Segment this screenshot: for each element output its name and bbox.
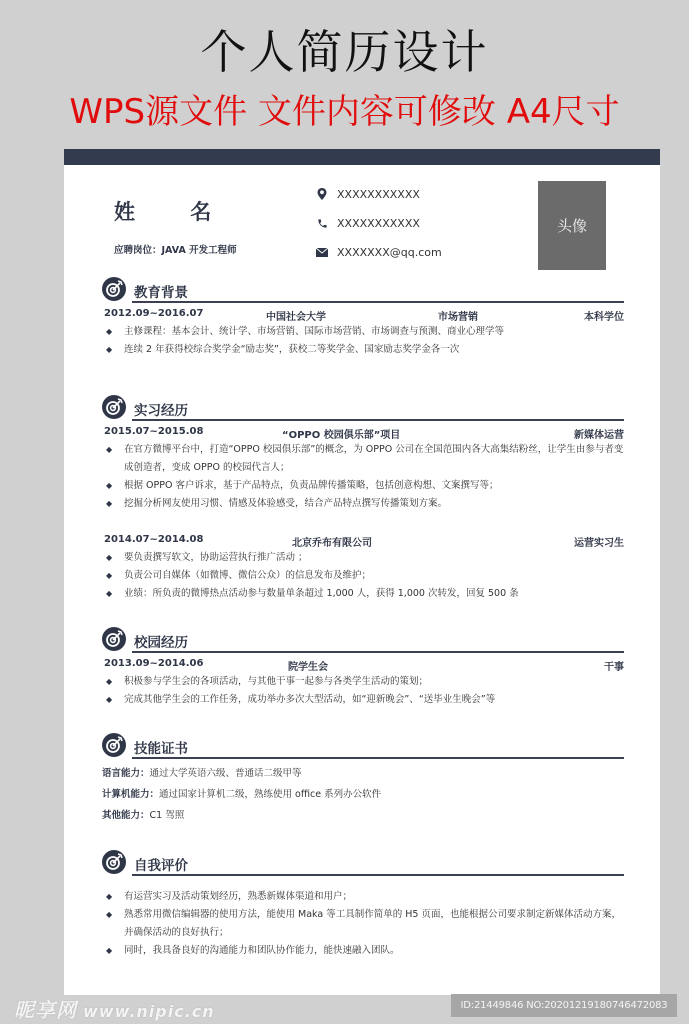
skill-computer <box>102 784 624 805</box>
section-title: 技能证书 <box>134 741 188 757</box>
skill-value: 通过国家计算机二级，熟练使用 office 系列办公软件 <box>159 789 382 800</box>
skill-label: 其他能力： <box>102 810 150 821</box>
bullet-list <box>102 323 624 359</box>
promo-subtitle: WPS源文件 文件内容可修改 A4尺寸 <box>69 92 620 132</box>
target-icon <box>102 277 126 301</box>
watermark-id <box>451 994 677 1017</box>
list-item: ◆ 在官方微博平台中，打造“OPPO 校园俱乐部”的概念，为 OPPO 公司在全国范围内各大高集结粉丝，让学生由参与者变成创造者，变成 OPPO 的校园代言人； <box>102 441 624 477</box>
skill-label: 语言能力： <box>102 768 150 779</box>
contact-address-value: XXXXXXXXXXX <box>337 187 420 201</box>
section-divider <box>132 651 624 653</box>
section-header <box>102 733 624 761</box>
section-education <box>102 277 624 359</box>
section-title: 校园经历 <box>134 635 188 651</box>
avatar-label: 头像 <box>556 217 587 235</box>
contact-list <box>316 187 442 274</box>
entry-role: 本科学位 <box>584 312 624 323</box>
skill-language <box>102 763 624 784</box>
target-icon <box>102 627 126 651</box>
envelope-icon <box>316 246 328 258</box>
list-item: ◆ 连续 2 年获得校综合奖学金“励志奖”，获校二等奖学金、国家励志奖学金各一次 <box>102 341 624 359</box>
promo-title: 个人简历设计 <box>200 25 489 79</box>
contact-email <box>316 245 442 259</box>
section-header <box>102 850 624 878</box>
section-skills <box>102 733 624 826</box>
applied-position: 应聘岗位：JAVA 开发工程师 <box>114 245 237 256</box>
entry-org: 院学生会 <box>288 662 328 673</box>
entry-role: 干事 <box>604 662 624 673</box>
section-internship <box>102 395 624 603</box>
entry-header <box>102 423 624 441</box>
bullet-list <box>102 549 624 603</box>
entry-org: “OPPO 校园俱乐部”项目 <box>282 430 401 441</box>
entry-role: 运营实习生 <box>574 538 624 549</box>
list-item: ◆ 同时，我具备良好的沟通能力和团队协作能力，能快速融入团队。 <box>102 942 624 960</box>
section-header <box>102 277 624 305</box>
list-item: ◆ 业绩：所负责的微博热点活动参与数量单条超过 1,000 人，获得 1,000 次转发，回复 500 条 <box>102 585 624 603</box>
resume-top-bar <box>64 149 660 165</box>
section-self-evaluation <box>102 850 624 960</box>
entry-period: 2014.07~2014.08 <box>104 534 204 545</box>
list-item: ◆ 有运营实习及活动策划经历，熟悉新媒体渠道和用户； <box>102 888 624 906</box>
skill-label: 计算机能力： <box>102 789 160 800</box>
skill-value: C1 驾照 <box>149 810 185 821</box>
bullet-list <box>102 441 624 513</box>
watermark-id-text: ID:21449846 NO:20201219180746472083 <box>460 1000 668 1011</box>
section-campus <box>102 627 624 709</box>
entry-major: 市场营销 <box>438 312 478 323</box>
section-title: 实习经历 <box>134 403 188 419</box>
skill-value: 通过大学英语六级、普通话二级甲等 <box>149 768 302 779</box>
watermark-brand <box>14 994 215 1023</box>
section-divider <box>132 419 624 421</box>
section-title: 教育背景 <box>134 285 188 301</box>
entry-org: 北京乔布有限公司 <box>292 538 372 549</box>
entry-header <box>102 531 624 549</box>
section-header <box>102 395 624 423</box>
list-item: ◆ 负责公司自媒体（如微博、微信公众）的信息发布及维护； <box>102 567 624 585</box>
list-item: ◆ 主修课程：基本会计、统计学、市场营销、国际市场营销、市场调查与预测、商业心理学等 <box>102 323 624 341</box>
bullet-list <box>102 673 624 709</box>
section-title: 自我评价 <box>134 858 188 874</box>
section-divider <box>132 757 624 759</box>
entry-header <box>102 655 624 673</box>
contact-address <box>316 187 442 201</box>
entry-period: 2015.07~2015.08 <box>104 426 204 437</box>
list-item: ◆ 熟悉常用微信编辑器的使用方法，能使用 Maka 等工具制作简单的 H5 页面，也能根据公司要求制定新媒体活动方案，并确保活动的良好执行； <box>102 906 624 942</box>
skill-other <box>102 805 624 826</box>
avatar-placeholder <box>538 181 606 270</box>
watermark-url: www.nipic.cn <box>83 1002 215 1021</box>
list-item: ◆ 积极参与学生会的各项活动，与其他干事一起参与各类学生活动的策划； <box>102 673 624 691</box>
section-divider <box>132 301 624 303</box>
entry-header <box>102 305 624 323</box>
section-header <box>102 627 624 655</box>
watermark-brand-name: 昵享网 <box>14 998 77 1022</box>
entry-org: 中国社会大学 <box>266 312 326 323</box>
entry-period: 2012.09~2016.07 <box>104 308 204 319</box>
list-item: ◆ 根据 OPPO 客户诉求，基于产品特点，负责品牌传播策略，包括创意构想、文案撰写等； <box>102 477 624 495</box>
candidate-name: 姓 名 <box>114 200 236 224</box>
contact-email-value: XXXXXXX@qq.com <box>337 245 442 259</box>
target-icon <box>102 733 126 757</box>
target-icon <box>102 850 126 874</box>
bullet-list <box>102 888 624 960</box>
phone-icon <box>316 217 328 229</box>
contact-phone <box>316 216 442 230</box>
target-icon <box>102 395 126 419</box>
list-item: ◆ 要负责撰写软文，协助运营执行推广活动 ； <box>102 549 624 567</box>
contact-phone-value: XXXXXXXXXXX <box>337 216 420 230</box>
resume-page <box>64 149 660 995</box>
list-item: ◆ 挖掘分析网友使用习惯、情感及体验感受，结合产品特点撰写传播策划方案。 <box>102 495 624 513</box>
entry-role: 新媒体运营 <box>574 430 624 441</box>
location-pin-icon <box>316 188 328 200</box>
section-divider <box>132 874 624 876</box>
entry-period: 2013.09~2014.06 <box>104 658 204 669</box>
list-item: ◆ 完成其他学生会的工作任务，成功举办多次大型活动，如“迎新晚会”、“送毕业生晚会”等 <box>102 691 624 709</box>
